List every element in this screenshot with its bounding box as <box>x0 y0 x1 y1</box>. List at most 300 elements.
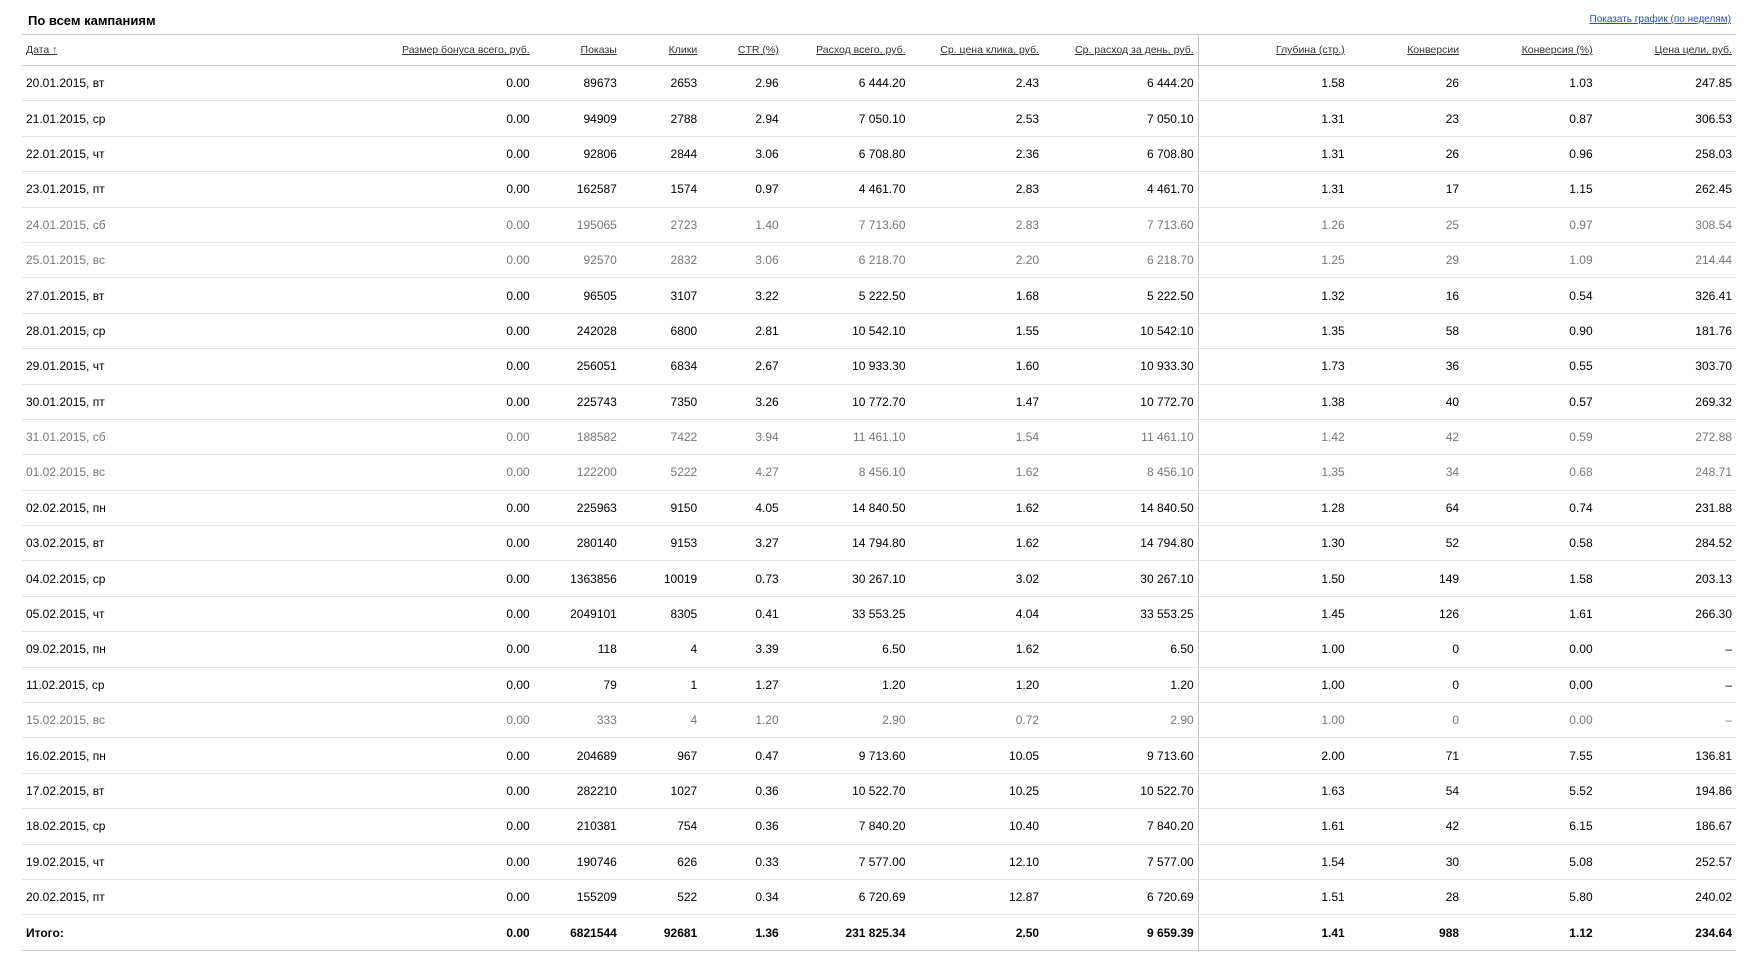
cell-cpc: 1.62 <box>910 455 1044 490</box>
cell-cpc: 1.20 <box>910 667 1044 702</box>
cell-depth: 1.00 <box>1198 632 1349 667</box>
cell-conversions: 54 <box>1349 773 1463 808</box>
cell-daily-spend: 14 840.50 <box>1043 490 1198 525</box>
cell-impressions: 225743 <box>534 384 621 419</box>
cell-bonus: 0.00 <box>199 632 534 667</box>
cell-impressions: 282210 <box>534 773 621 808</box>
cell-conversions: 36 <box>1349 349 1463 384</box>
cell-bonus: 0.00 <box>199 596 534 631</box>
cell-daily-spend: 5 222.50 <box>1043 278 1198 313</box>
cell-impressions: 155209 <box>534 879 621 914</box>
cell-conversion-rate: 5.52 <box>1463 773 1597 808</box>
column-header-depth[interactable] <box>1198 35 1349 66</box>
cell-conversion-rate: 7.55 <box>1463 738 1597 773</box>
column-header-daily-spend[interactable] <box>1043 35 1198 66</box>
column-header-label[interactable]: Конверсии <box>1407 44 1460 56</box>
cell-conversions: 23 <box>1349 101 1463 136</box>
cell-depth: 1.42 <box>1198 419 1349 454</box>
column-header-label[interactable]: Клики <box>668 44 698 56</box>
cell-clicks: 5222 <box>621 455 701 490</box>
cell-cpc: 1.62 <box>910 632 1044 667</box>
cell-conversions: 26 <box>1349 136 1463 171</box>
cell-daily-spend: 9 713.60 <box>1043 738 1198 773</box>
table-row <box>22 66 1736 101</box>
cell-cpc: 1.55 <box>910 313 1044 348</box>
cell-clicks: 2653 <box>621 66 701 101</box>
cell-cpc: 2.36 <box>910 136 1044 171</box>
table-row <box>22 526 1736 561</box>
cell-clicks: 1027 <box>621 773 701 808</box>
cell-clicks: 4 <box>621 632 701 667</box>
cell-spend: 10 542.10 <box>783 313 910 348</box>
cell-conversion-rate: 0.96 <box>1463 136 1597 171</box>
table-row <box>22 809 1736 844</box>
cell-bonus: 0.00 <box>199 809 534 844</box>
cell-bonus: 0.00 <box>199 667 534 702</box>
cell-impressions: 2049101 <box>534 596 621 631</box>
cell-ctr: 4.27 <box>701 455 783 490</box>
column-header-conversions[interactable] <box>1349 35 1463 66</box>
cell-bonus: 0.00 <box>199 349 534 384</box>
column-header-cpc[interactable] <box>910 35 1044 66</box>
cell-bonus: 0.00 <box>199 278 534 313</box>
cell-depth: 1.31 <box>1198 101 1349 136</box>
cell-ctr: 3.22 <box>701 278 783 313</box>
cell-bonus: 0.00 <box>199 738 534 773</box>
table-header-row <box>22 35 1736 66</box>
column-header-label[interactable]: Конверсия (%) <box>1521 44 1593 56</box>
column-header-date[interactable] <box>22 35 199 66</box>
cell-daily-spend: 8 456.10 <box>1043 455 1198 490</box>
cell-conversion-rate: 0.00 <box>1463 667 1597 702</box>
total-daily-spend: 9 659.39 <box>1043 915 1198 951</box>
cell-conversions: 30 <box>1349 844 1463 879</box>
cell-impressions: 96505 <box>534 278 621 313</box>
cell-daily-spend: 4 461.70 <box>1043 172 1198 207</box>
total-conversions: 988 <box>1349 915 1463 951</box>
cell-conversion-rate: 0.00 <box>1463 632 1597 667</box>
table-row <box>22 703 1736 738</box>
cell-impressions: 79 <box>534 667 621 702</box>
cell-conversions: 42 <box>1349 419 1463 454</box>
cell-depth: 1.32 <box>1198 278 1349 313</box>
cell-depth: 1.28 <box>1198 490 1349 525</box>
cell-impressions: 1363856 <box>534 561 621 596</box>
cell-bonus: 0.00 <box>199 419 534 454</box>
cell-clicks: 2723 <box>621 207 701 242</box>
cell-date: 01.02.2015, вс <box>22 455 199 490</box>
table-row <box>22 879 1736 914</box>
total-ctr: 1.36 <box>701 915 783 951</box>
cell-bonus: 0.00 <box>199 844 534 879</box>
cell-clicks: 9150 <box>621 490 701 525</box>
cell-date: 29.01.2015, чт <box>22 349 199 384</box>
cell-conversion-rate: 0.97 <box>1463 207 1597 242</box>
cell-goal-cost: – <box>1597 667 1736 702</box>
cell-impressions: 225963 <box>534 490 621 525</box>
cell-daily-spend: 30 267.10 <box>1043 561 1198 596</box>
cell-cpc: 1.68 <box>910 278 1044 313</box>
cell-spend: 1.20 <box>783 667 910 702</box>
cell-spend: 7 713.60 <box>783 207 910 242</box>
cell-conversion-rate: 0.54 <box>1463 278 1597 313</box>
cell-bonus: 0.00 <box>199 773 534 808</box>
table-row <box>22 490 1736 525</box>
cell-conversions: 29 <box>1349 242 1463 277</box>
cell-cpc: 1.54 <box>910 419 1044 454</box>
cell-conversion-rate: 1.03 <box>1463 66 1597 101</box>
cell-clicks: 10019 <box>621 561 701 596</box>
cell-spend: 6.50 <box>783 632 910 667</box>
table-row <box>22 313 1736 348</box>
cell-depth: 1.30 <box>1198 526 1349 561</box>
total-clicks: 92681 <box>621 915 701 951</box>
table-row <box>22 101 1736 136</box>
total-conversion-rate: 1.12 <box>1463 915 1597 951</box>
column-header-label[interactable]: Глубина (стр.) <box>1275 44 1345 56</box>
table-row <box>22 136 1736 171</box>
cell-conversions: 16 <box>1349 278 1463 313</box>
cell-date: 22.01.2015, чт <box>22 136 199 171</box>
cell-bonus: 0.00 <box>199 879 534 914</box>
cell-conversions: 42 <box>1349 809 1463 844</box>
cell-cpc: 12.87 <box>910 879 1044 914</box>
cell-spend: 4 461.70 <box>783 172 910 207</box>
cell-clicks: 1574 <box>621 172 701 207</box>
cell-goal-cost: 303.70 <box>1597 349 1736 384</box>
cell-conversions: 34 <box>1349 455 1463 490</box>
table-row <box>22 844 1736 879</box>
cell-depth: 1.31 <box>1198 136 1349 171</box>
cell-date: 30.01.2015, пт <box>22 384 199 419</box>
cell-ctr: 2.67 <box>701 349 783 384</box>
cell-ctr: 3.06 <box>701 242 783 277</box>
total-bonus: 0.00 <box>199 915 534 951</box>
cell-conversions: 0 <box>1349 703 1463 738</box>
cell-spend: 2.90 <box>783 703 910 738</box>
cell-spend: 11 461.10 <box>783 419 910 454</box>
cell-depth: 1.45 <box>1198 596 1349 631</box>
cell-goal-cost: 214.44 <box>1597 242 1736 277</box>
cell-impressions: 94909 <box>534 101 621 136</box>
cell-spend: 6 218.70 <box>783 242 910 277</box>
cell-date: 17.02.2015, вт <box>22 773 199 808</box>
column-header-label[interactable]: Расход всего, руб. <box>816 44 906 56</box>
cell-spend: 7 577.00 <box>783 844 910 879</box>
cell-spend: 7 840.20 <box>783 809 910 844</box>
cell-bonus: 0.00 <box>199 172 534 207</box>
column-header-label[interactable]: Показы <box>580 44 617 56</box>
cell-impressions: 256051 <box>534 349 621 384</box>
cell-depth: 1.54 <box>1198 844 1349 879</box>
cell-impressions: 188582 <box>534 419 621 454</box>
cell-clicks: 2788 <box>621 101 701 136</box>
cell-daily-spend: 7 050.10 <box>1043 101 1198 136</box>
cell-spend: 6 444.20 <box>783 66 910 101</box>
cell-goal-cost: 203.13 <box>1597 561 1736 596</box>
cell-date: 27.01.2015, вт <box>22 278 199 313</box>
cell-conversion-rate: 0.74 <box>1463 490 1597 525</box>
cell-spend: 6 708.80 <box>783 136 910 171</box>
stats-table <box>22 34 1736 951</box>
cell-ctr: 0.36 <box>701 809 783 844</box>
cell-goal-cost: 247.85 <box>1597 66 1736 101</box>
cell-conversion-rate: 0.59 <box>1463 419 1597 454</box>
cell-conversion-rate: 1.15 <box>1463 172 1597 207</box>
cell-date: 02.02.2015, пн <box>22 490 199 525</box>
cell-daily-spend: 6 720.69 <box>1043 879 1198 914</box>
table-row <box>22 773 1736 808</box>
cell-date: 24.01.2015, сб <box>22 207 199 242</box>
cell-spend: 33 553.25 <box>783 596 910 631</box>
cell-depth: 2.00 <box>1198 738 1349 773</box>
cell-goal-cost: – <box>1597 632 1736 667</box>
column-header-clicks[interactable] <box>621 35 701 66</box>
table-row <box>22 242 1736 277</box>
column-header-label[interactable]: Ср. расход за день, руб. <box>1075 44 1194 56</box>
cell-conversions: 58 <box>1349 313 1463 348</box>
cell-cpc: 10.25 <box>910 773 1044 808</box>
cell-ctr: 1.27 <box>701 667 783 702</box>
cell-conversion-rate: 0.57 <box>1463 384 1597 419</box>
column-header-label[interactable]: Дата ↑ <box>26 44 58 56</box>
table-row <box>22 667 1736 702</box>
cell-daily-spend: 10 542.10 <box>1043 313 1198 348</box>
cell-depth: 1.51 <box>1198 879 1349 914</box>
cell-spend: 14 840.50 <box>783 490 910 525</box>
cell-depth: 1.58 <box>1198 66 1349 101</box>
cell-impressions: 162587 <box>534 172 621 207</box>
cell-conversion-rate: 0.68 <box>1463 455 1597 490</box>
cell-daily-spend: 2.90 <box>1043 703 1198 738</box>
cell-clicks: 9153 <box>621 526 701 561</box>
cell-clicks: 4 <box>621 703 701 738</box>
column-header-conversion-rate[interactable] <box>1463 35 1597 66</box>
cell-conversions: 64 <box>1349 490 1463 525</box>
cell-daily-spend: 11 461.10 <box>1043 419 1198 454</box>
table-row <box>22 207 1736 242</box>
cell-spend: 30 267.10 <box>783 561 910 596</box>
cell-ctr: 0.97 <box>701 172 783 207</box>
cell-date: 31.01.2015, сб <box>22 419 199 454</box>
cell-depth: 1.26 <box>1198 207 1349 242</box>
cell-clicks: 7422 <box>621 419 701 454</box>
cell-goal-cost: 240.02 <box>1597 879 1736 914</box>
cell-impressions: 204689 <box>534 738 621 773</box>
cell-ctr: 2.94 <box>701 101 783 136</box>
cell-depth: 1.38 <box>1198 384 1349 419</box>
cell-conversions: 17 <box>1349 172 1463 207</box>
table-row <box>22 349 1736 384</box>
cell-clicks: 754 <box>621 809 701 844</box>
cell-clicks: 1 <box>621 667 701 702</box>
cell-ctr: 3.94 <box>701 419 783 454</box>
cell-goal-cost: 252.57 <box>1597 844 1736 879</box>
cell-ctr: 3.27 <box>701 526 783 561</box>
cell-goal-cost: 136.81 <box>1597 738 1736 773</box>
cell-bonus: 0.00 <box>199 207 534 242</box>
cell-spend: 5 222.50 <box>783 278 910 313</box>
cell-depth: 1.00 <box>1198 703 1349 738</box>
cell-spend: 10 522.70 <box>783 773 910 808</box>
column-header-label[interactable]: Ср. цена клика, руб. <box>940 44 1040 56</box>
cell-clicks: 8305 <box>621 596 701 631</box>
cell-conversion-rate: 1.61 <box>1463 596 1597 631</box>
cell-goal-cost: 231.88 <box>1597 490 1736 525</box>
cell-clicks: 626 <box>621 844 701 879</box>
cell-goal-cost: 326.41 <box>1597 278 1736 313</box>
cell-impressions: 195065 <box>534 207 621 242</box>
cell-date: 19.02.2015, чт <box>22 844 199 879</box>
cell-cpc: 2.83 <box>910 172 1044 207</box>
cell-ctr: 1.20 <box>701 703 783 738</box>
cell-cpc: 1.62 <box>910 490 1044 525</box>
cell-ctr: 0.34 <box>701 879 783 914</box>
cell-daily-spend: 6 708.80 <box>1043 136 1198 171</box>
cell-daily-spend: 33 553.25 <box>1043 596 1198 631</box>
cell-conversions: 52 <box>1349 526 1463 561</box>
cell-bonus: 0.00 <box>199 490 534 525</box>
column-header-label[interactable]: CTR (%) <box>737 44 779 56</box>
cell-bonus: 0.00 <box>199 313 534 348</box>
cell-impressions: 210381 <box>534 809 621 844</box>
cell-impressions: 190746 <box>534 844 621 879</box>
cell-goal-cost: 266.30 <box>1597 596 1736 631</box>
cell-depth: 1.35 <box>1198 455 1349 490</box>
cell-daily-spend: 6 218.70 <box>1043 242 1198 277</box>
column-header-label[interactable]: Цена цели, руб. <box>1654 44 1732 56</box>
cell-date: 04.02.2015, ср <box>22 561 199 596</box>
cell-daily-spend: 6.50 <box>1043 632 1198 667</box>
table-row <box>22 596 1736 631</box>
cell-conversions: 25 <box>1349 207 1463 242</box>
column-header-label[interactable]: Размер бонуса всего, руб. <box>402 44 530 56</box>
cell-date: 03.02.2015, вт <box>22 526 199 561</box>
cell-conversion-rate: 1.09 <box>1463 242 1597 277</box>
cell-daily-spend: 7 577.00 <box>1043 844 1198 879</box>
cell-ctr: 0.33 <box>701 844 783 879</box>
cell-bonus: 0.00 <box>199 526 534 561</box>
cell-depth: 1.73 <box>1198 349 1349 384</box>
cell-daily-spend: 6 444.20 <box>1043 66 1198 101</box>
cell-conversion-rate: 0.55 <box>1463 349 1597 384</box>
column-header-impressions[interactable] <box>534 35 621 66</box>
cell-impressions: 242028 <box>534 313 621 348</box>
cell-date: 16.02.2015, пн <box>22 738 199 773</box>
cell-conversions: 0 <box>1349 632 1463 667</box>
cell-date: 25.01.2015, вс <box>22 242 199 277</box>
column-header-goal-cost[interactable] <box>1597 35 1736 66</box>
cell-ctr: 0.41 <box>701 596 783 631</box>
cell-conversion-rate: 5.08 <box>1463 844 1597 879</box>
table-row <box>22 419 1736 454</box>
table-row <box>22 172 1736 207</box>
cell-clicks: 7350 <box>621 384 701 419</box>
cell-ctr: 0.47 <box>701 738 783 773</box>
cell-clicks: 6834 <box>621 349 701 384</box>
cell-date: 28.01.2015, ср <box>22 313 199 348</box>
column-header-ctr[interactable] <box>701 35 783 66</box>
show-graph-link[interactable]: Показать график (по неделям) <box>1589 14 1731 25</box>
cell-bonus: 0.00 <box>199 384 534 419</box>
cell-conversions: 71 <box>1349 738 1463 773</box>
cell-bonus: 0.00 <box>199 136 534 171</box>
cell-goal-cost: 186.67 <box>1597 809 1736 844</box>
cell-goal-cost: 306.53 <box>1597 101 1736 136</box>
cell-spend: 6 720.69 <box>783 879 910 914</box>
cell-goal-cost: – <box>1597 703 1736 738</box>
table-row <box>22 384 1736 419</box>
cell-date: 05.02.2015, чт <box>22 596 199 631</box>
cell-cpc: 2.53 <box>910 101 1044 136</box>
cell-date: 20.02.2015, пт <box>22 879 199 914</box>
table-row <box>22 632 1736 667</box>
cell-impressions: 122200 <box>534 455 621 490</box>
cell-date: 23.01.2015, пт <box>22 172 199 207</box>
total-row <box>22 915 1736 951</box>
cell-depth: 1.31 <box>1198 172 1349 207</box>
cell-impressions: 92806 <box>534 136 621 171</box>
cell-bonus: 0.00 <box>199 101 534 136</box>
cell-daily-spend: 10 772.70 <box>1043 384 1198 419</box>
cell-ctr: 2.81 <box>701 313 783 348</box>
cell-date: 09.02.2015, пн <box>22 632 199 667</box>
cell-conversion-rate: 6.15 <box>1463 809 1597 844</box>
total-date: Итого: <box>22 915 199 951</box>
cell-cpc: 10.05 <box>910 738 1044 773</box>
cell-ctr: 0.73 <box>701 561 783 596</box>
cell-depth: 1.25 <box>1198 242 1349 277</box>
cell-conversion-rate: 0.00 <box>1463 703 1597 738</box>
cell-impressions: 89673 <box>534 66 621 101</box>
cell-goal-cost: 194.86 <box>1597 773 1736 808</box>
cell-goal-cost: 262.45 <box>1597 172 1736 207</box>
cell-depth: 1.00 <box>1198 667 1349 702</box>
cell-conversions: 40 <box>1349 384 1463 419</box>
cell-clicks: 6800 <box>621 313 701 348</box>
cell-impressions: 280140 <box>534 526 621 561</box>
cell-impressions: 92570 <box>534 242 621 277</box>
cell-goal-cost: 181.76 <box>1597 313 1736 348</box>
cell-ctr: 1.40 <box>701 207 783 242</box>
cell-cpc: 4.04 <box>910 596 1044 631</box>
cell-clicks: 522 <box>621 879 701 914</box>
cell-daily-spend: 10 522.70 <box>1043 773 1198 808</box>
cell-conversion-rate: 1.58 <box>1463 561 1597 596</box>
cell-date: 20.01.2015, вт <box>22 66 199 101</box>
cell-cpc: 1.60 <box>910 349 1044 384</box>
total-impressions: 6821544 <box>534 915 621 951</box>
cell-conversions: 0 <box>1349 667 1463 702</box>
cell-cpc: 12.10 <box>910 844 1044 879</box>
cell-daily-spend: 1.20 <box>1043 667 1198 702</box>
column-header-spend[interactable] <box>783 35 910 66</box>
column-header-bonus[interactable] <box>199 35 534 66</box>
cell-bonus: 0.00 <box>199 561 534 596</box>
cell-spend: 9 713.60 <box>783 738 910 773</box>
cell-ctr: 3.26 <box>701 384 783 419</box>
table-row <box>22 455 1736 490</box>
cell-ctr: 4.05 <box>701 490 783 525</box>
cell-spend: 10 772.70 <box>783 384 910 419</box>
cell-date: 11.02.2015, ср <box>22 667 199 702</box>
cell-daily-spend: 14 794.80 <box>1043 526 1198 561</box>
cell-conversions: 126 <box>1349 596 1463 631</box>
cell-clicks: 2844 <box>621 136 701 171</box>
cell-cpc: 2.20 <box>910 242 1044 277</box>
total-spend: 231 825.34 <box>783 915 910 951</box>
total-depth: 1.41 <box>1198 915 1349 951</box>
